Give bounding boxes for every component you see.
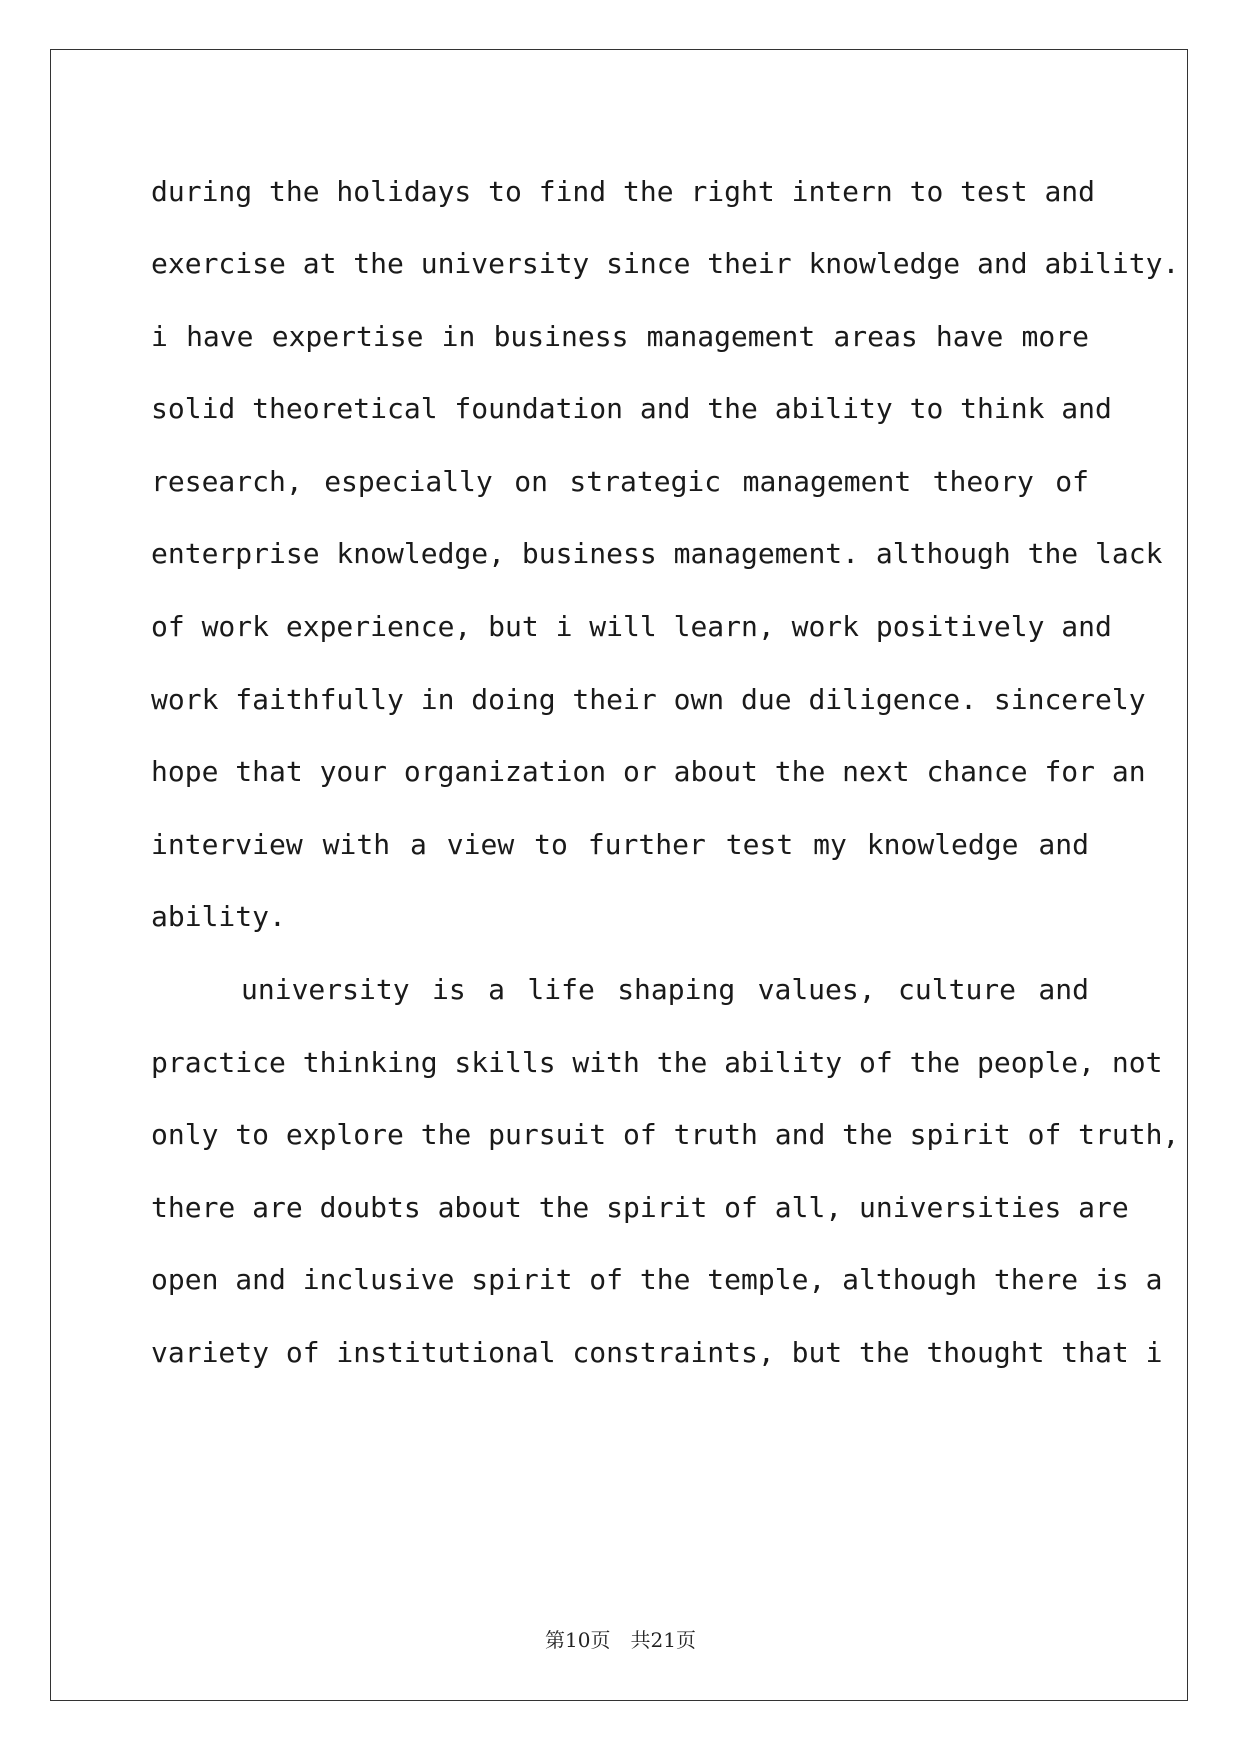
body-text-line: open and inclusive spirit of the temple, although there is a [151, 1263, 1163, 1296]
body-text-line: there are doubts about the spirit of all, universities are [151, 1191, 1129, 1224]
body-text-line: of work experience, but i will learn, work positively and [151, 610, 1112, 643]
body-text-line: enterprise knowledge, business management. although the lack [151, 537, 1163, 570]
body-text-line: only to explore the pursuit of truth and the spirit of truth, [151, 1118, 1180, 1151]
body-text-line: interview with a view to further test my knowledge and [151, 828, 1089, 861]
body-text-line-indented: university is a life shaping values, culture and [241, 973, 1089, 1006]
body-text-line: i have expertise in business management areas have more [151, 320, 1089, 353]
body-text-line: during the holidays to find the right intern to test and [151, 175, 1096, 208]
body-text-line: solid theoretical foundation and the ability to think and [151, 392, 1112, 425]
page-number-footer: 第10页 共21页 [545, 1628, 696, 1652]
body-text-line: hope that your organization or about the next chance for an [151, 755, 1146, 788]
body-text-line: practice thinking skills with the ability of the people, not [151, 1046, 1163, 1079]
body-text-line: work faithfully in doing their own due diligence. sincerely [151, 683, 1146, 716]
body-text-line: variety of institutional constraints, but the thought that i [151, 1336, 1163, 1369]
body-text-line: exercise at the university since their knowledge and ability. [151, 247, 1180, 280]
body-text-line: research, especially on strategic management theory of [151, 465, 1089, 498]
page-border [50, 49, 1188, 1701]
body-text-line: ability. [151, 900, 286, 933]
